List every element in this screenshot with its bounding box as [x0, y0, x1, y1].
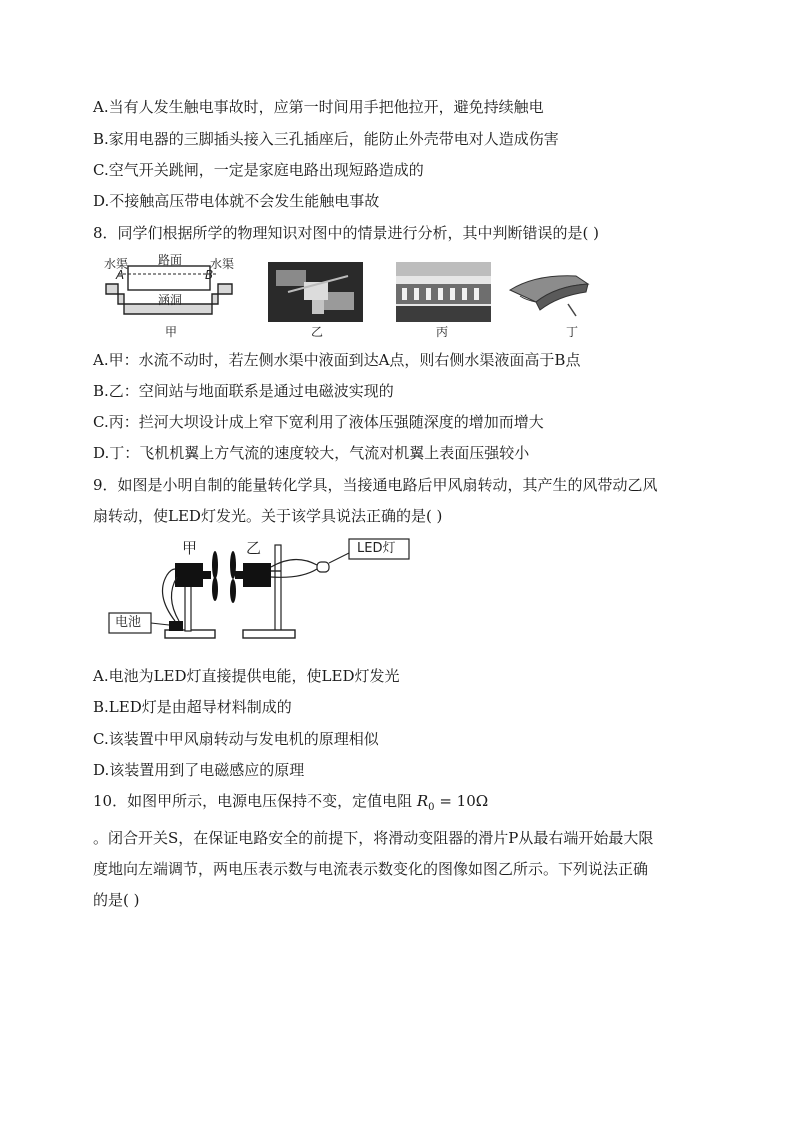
formula-value: = 10Ω: [439, 792, 489, 810]
q8-figure-ding-wing: [506, 268, 592, 320]
formula-symbol: R: [416, 792, 429, 810]
label-fan-jia: 甲: [182, 539, 198, 557]
q9-option-d: D.该装置用到了电磁感应的原理: [93, 761, 305, 779]
label-point-a: A: [116, 268, 125, 282]
label-battery: 电池: [115, 615, 142, 630]
caption-jia: 甲: [165, 325, 178, 339]
q8-figure-bing-dam: [396, 262, 491, 322]
q9-option-b: B.LED灯是由超导材料制成的: [93, 698, 292, 716]
q9-option-c: C.该装置中甲风扇转动与发电机的原理相似: [93, 730, 379, 748]
q8-option-a: A.甲：水流不动时，若左侧水渠中液面到达A点，则右侧水渠液面高于B点: [93, 351, 581, 369]
q10-stem-line2: 。闭合开关S，在保证电路安全的前提下，将滑动变阻器的滑片P从最右端开始最大限: [93, 829, 654, 847]
road-slab: [128, 266, 210, 290]
q8-figure-yi-space-station: [268, 262, 363, 322]
q10-stem-line3: 度地向左端调节，两电压表示数与电流表示数变化的图像如图乙所示。下列说法正确: [93, 860, 649, 878]
q8-option-c: C.丙：拦河大坝设计成上窄下宽利用了液体压强随深度的增加而增大: [93, 413, 544, 431]
label-road: 路面: [158, 253, 183, 267]
q10-stem-text: 10．如图甲所示，电源电压保持不变，定值电阻: [93, 792, 413, 810]
q9-stem-line1: 9．如图是小明自制的能量转化学具，当接通电路后甲风扇转动，其产生的风带动乙风: [93, 476, 658, 494]
q7-option-c: C.空气开关跳闸，一定是家庭电路出现短路造成的: [93, 161, 424, 179]
label-left-canal: 水渠: [104, 257, 129, 271]
caption-bing: 丙: [436, 325, 449, 339]
led-bulb-icon: [317, 562, 329, 572]
q9-option-a: A.电池为LED灯直接提供电能，使LED灯发光: [93, 667, 400, 685]
q7-option-a: A.当有人发生触电事故时，应第一时间用手把他拉开，避免持续触电: [93, 98, 544, 116]
q7-option-b: B.家用电器的三脚插头接入三孔插座后，能防止外壳带电对人造成伤害: [93, 130, 559, 148]
caption-yi: 乙: [311, 325, 324, 339]
q10-formula-r0: [416, 792, 489, 813]
q7-option-d: D.不接触高压带电体就不会发生能触电事故: [93, 192, 380, 210]
q8-stem: 8．同学们根据所学的物理知识对图中的情景进行分析，其中判断错误的是( ): [93, 224, 600, 242]
label-right-canal: 水渠: [210, 257, 235, 271]
q10-stem-line4: 的是( ): [93, 891, 140, 909]
caption-ding: 丁: [566, 325, 579, 339]
label-led: LED灯: [357, 541, 396, 556]
label-point-b: B: [205, 268, 214, 282]
label-fan-yi: 乙: [246, 539, 262, 557]
q8-option-b: B.乙：空间站与地面联系是通过电磁波实现的: [93, 382, 394, 400]
q9-stem-line2: 扇转动，使LED灯发光。关于该学具说法正确的是( ): [93, 507, 443, 525]
formula-subscript: 0: [428, 802, 435, 813]
q10-stem-line1: [93, 791, 488, 818]
q8-option-d: D.丁：飞机机翼上方气流的速度较大，气流对机翼上表面压强较小: [93, 444, 530, 462]
label-culvert: 涵洞: [158, 293, 183, 307]
